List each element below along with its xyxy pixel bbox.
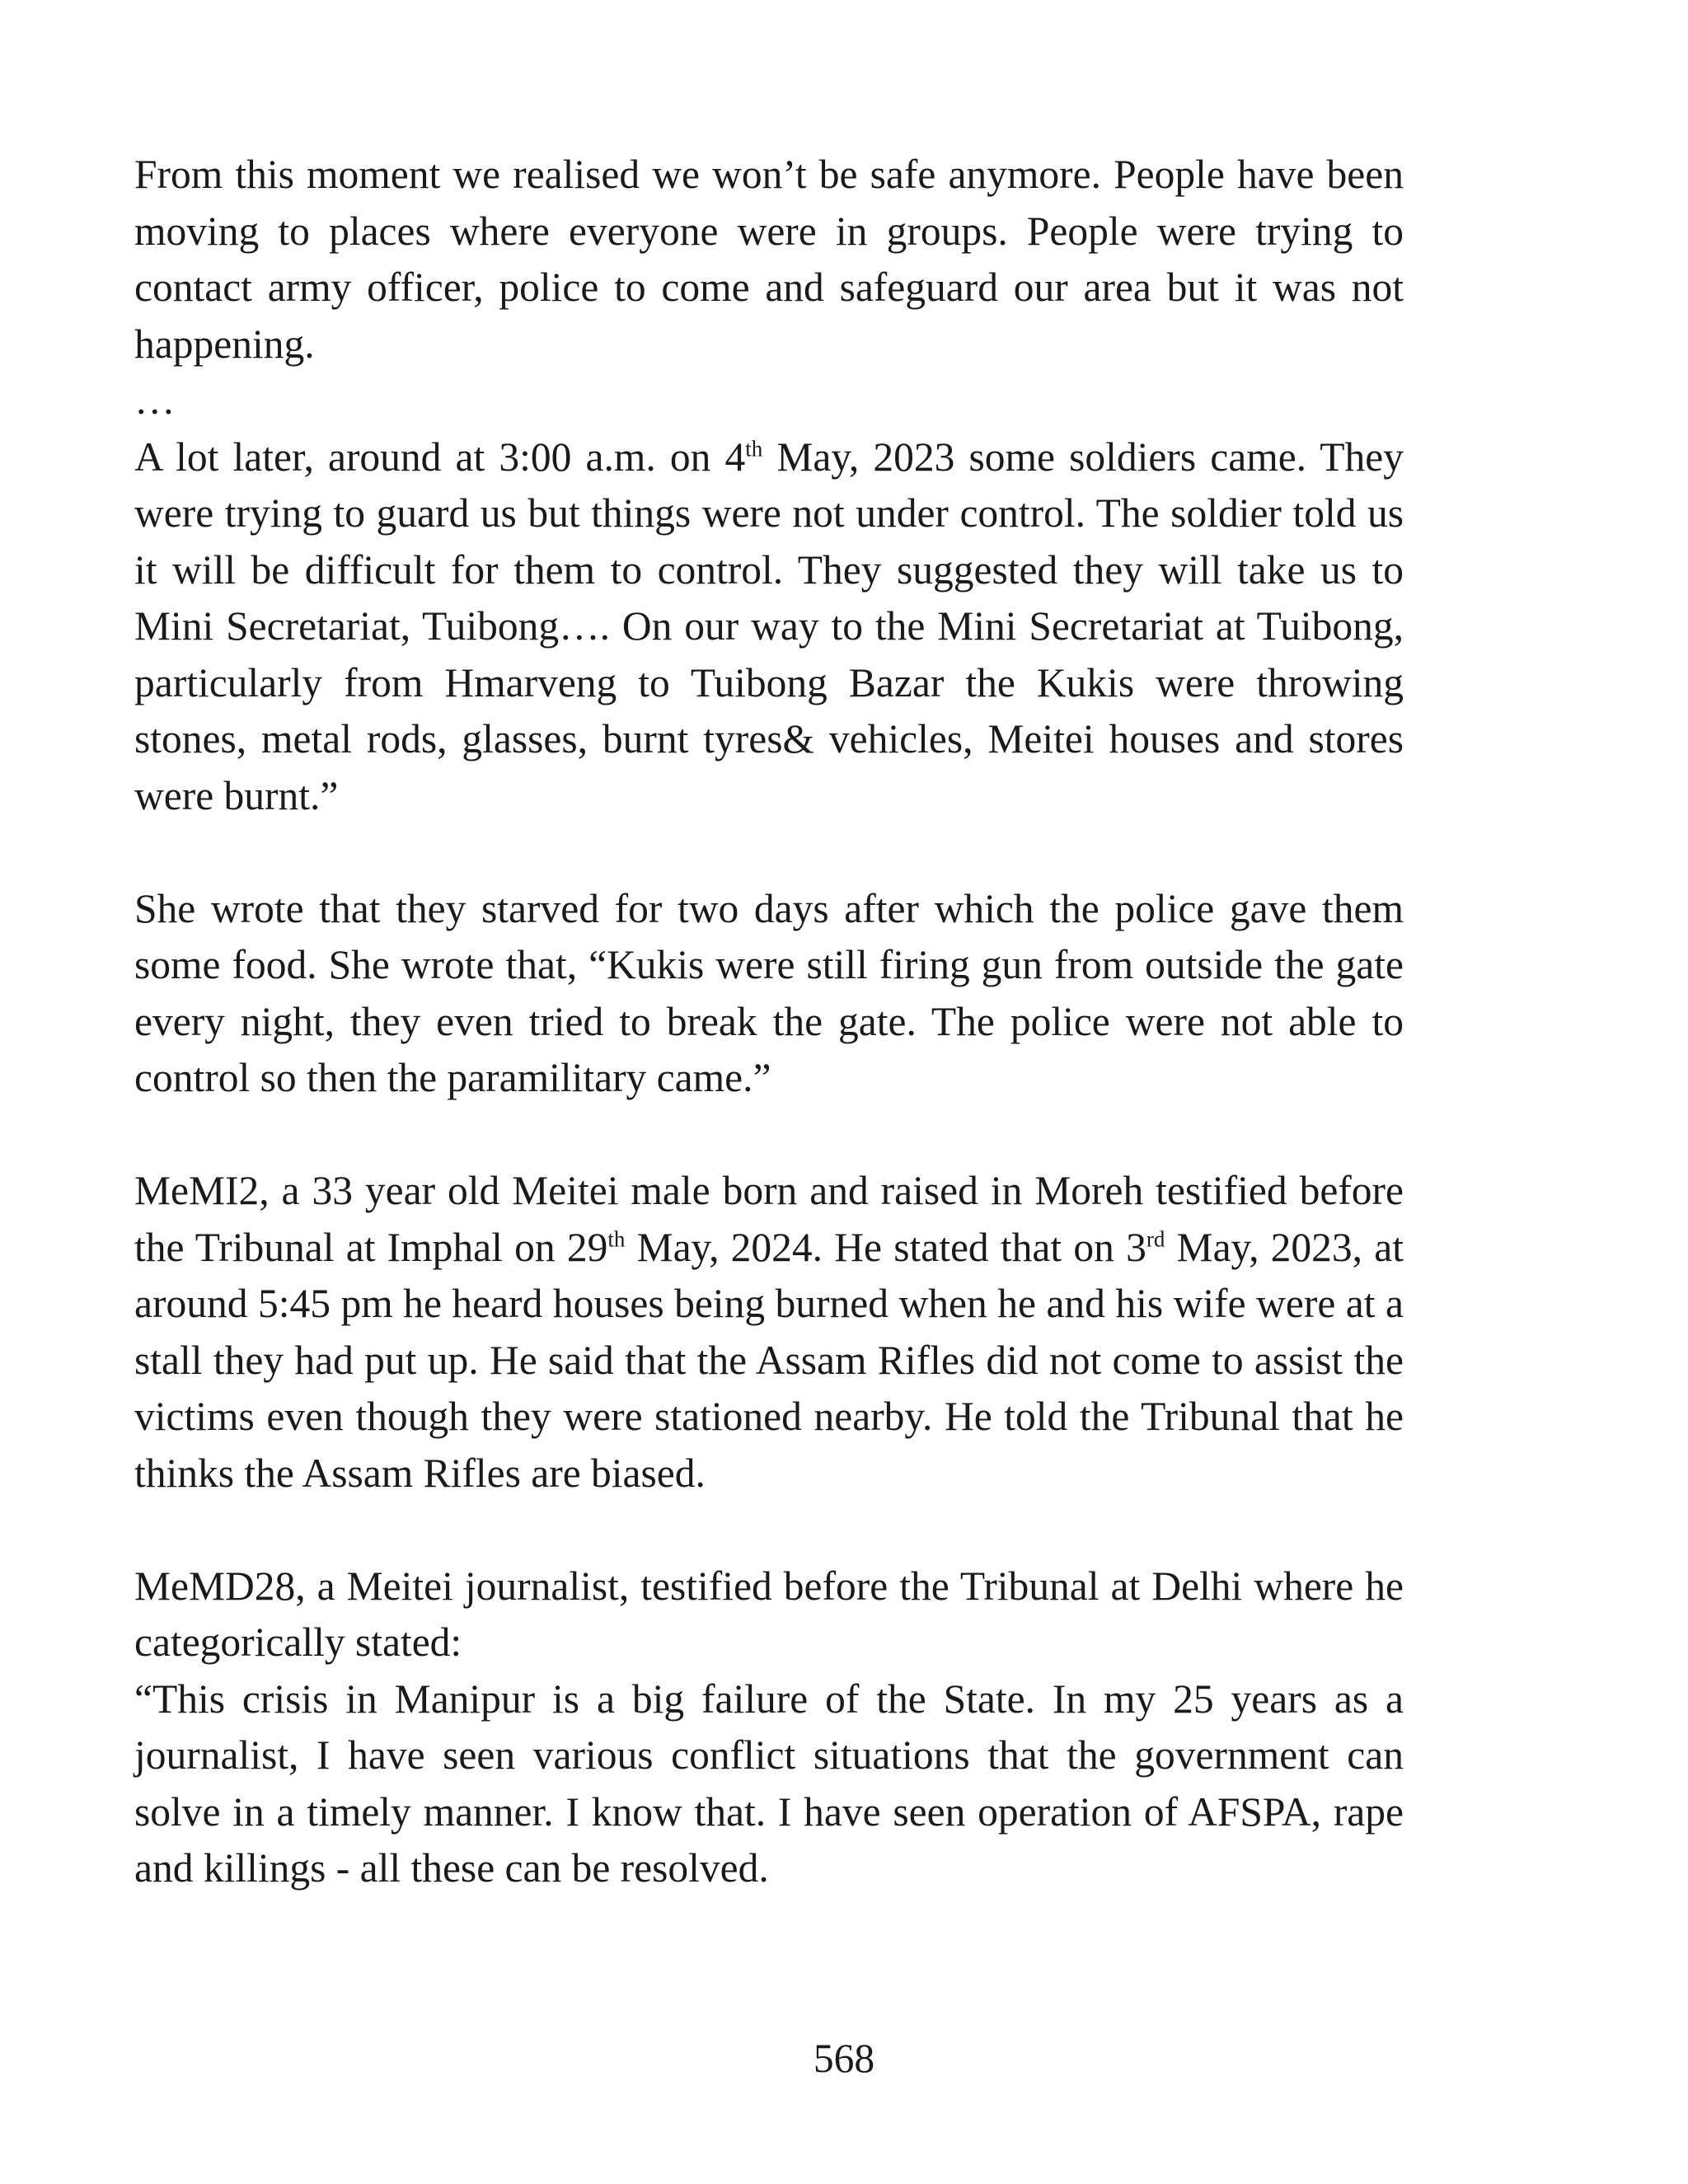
text-segment: May, 2023 some soldiers came. They were trying to guard us but things were not under control. The soldier told us it will be difficult for them to control. They suggested they will take us to Mini Secretariat, Tuibong…. On our way to the Mini Secretariat at Tuibong, particularly from Hmarveng to Tuibong Bazar the Kukis were throwing stones, metal rods, glasses, burnt tyres& vehicles, Meitei houses and stores were burnt.” [134,434,1404,818]
paragraph-p1 [134,147,1404,373]
paragraph-gap [134,1107,1404,1164]
paragraph-p5 [134,1558,1404,1671]
text-segment: A lot later, around at 3:00 a.m. on 4 [134,434,746,480]
paragraph-gap [134,824,1404,881]
paragraph-p3 [134,881,1404,1107]
superscript-text: rd [1146,1226,1165,1251]
paragraph-p6 [134,1671,1404,1897]
paragraph-gap [134,1502,1404,1558]
text-segment: May, 2023, at around 5:45 pm he heard houses being burned when he and his wife were at a stall they had put up. He said that the Assam Rifles did not come to assist the victims even though they were stationed nearby. He told the Tribunal that he thinks the Assam Rifles are biased. [134,1224,1404,1496]
page-body [134,147,1404,1897]
text-segment: MeMI2, a 33 year old Meitei male born and raised in Moreh testified before the Tribunal at Imphal on 29 [134,1168,1404,1270]
text-segment: MeMD28, a Meitei journalist, testified before the Tribunal at Delhi where he categorically stated: [134,1563,1404,1665]
text-segment: She wrote that they starved for two days after which the police gave them some food. She wrote that, “Kukis were still firing gun from outside the gate every night, they even tried to break the gate. The police were not able to control so then the paramilitary came.” [134,885,1404,1100]
text-segment: From this moment we realised we won’t be safe anymore. People have been moving to places where everyone were in groups. People were trying to contact army officer, police to come and safeguard our area but it was not happening. [134,152,1404,367]
paragraph-p2 [134,429,1404,825]
superscript-text: th [607,1226,626,1251]
text-segment: May, 2024. He stated that on 3 [625,1224,1146,1270]
text-segment: … [134,377,176,423]
paragraph-p4 [134,1163,1404,1502]
page-number: 568 [813,2036,875,2081]
superscript-text: th [745,436,763,461]
paragraph-ellipsis [134,373,1404,429]
text-segment: “This crisis in Manipur is a big failure of the State. In my 25 years as a journalist, I have seen various conflict situations that the government can solve in a timely manner. I know that. I have seen operation of AFSPA, rape and killings - all these can be resolved. [134,1675,1404,1891]
